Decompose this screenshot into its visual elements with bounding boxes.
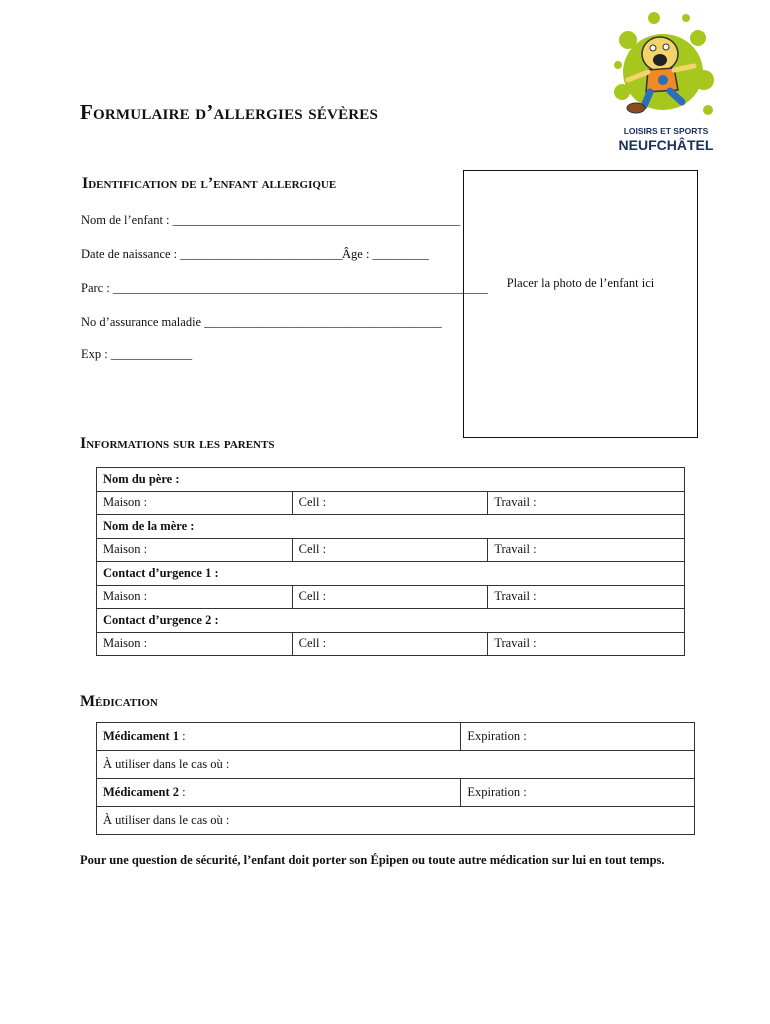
logo — [608, 10, 718, 160]
child-mascot-splash-logo-icon — [608, 10, 718, 160]
table-row — [97, 538, 685, 562]
father-work-cell[interactable]: Travail : — [488, 491, 685, 515]
table-row — [97, 751, 695, 779]
emergency-1-home-cell[interactable]: Maison : — [97, 585, 293, 609]
medication-heading: Médication — [80, 693, 158, 710]
medication-1-label: Médicament 1 — [103, 729, 180, 743]
table-row — [97, 609, 685, 633]
child-name-field[interactable]: Nom de l’enfant : ______________________________________________ — [81, 213, 461, 227]
park-field[interactable]: Parc : ____________________________________________________________ — [81, 281, 488, 295]
table-row — [97, 807, 695, 835]
medication-1-suffix: : — [179, 729, 186, 743]
emergency-2-cell-cell[interactable]: Cell : — [292, 632, 488, 656]
table-row — [97, 632, 685, 656]
table-row — [97, 515, 685, 539]
medication-2-usage-cell[interactable]: À utiliser dans le cas où : — [97, 807, 695, 835]
medication-2-name-cell[interactable] — [97, 779, 461, 807]
emergency-1-cell-cell[interactable]: Cell : — [292, 585, 488, 609]
identification-heading: Identification de l’enfant allergique — [82, 175, 337, 192]
emergency-2-home-cell[interactable]: Maison : — [97, 632, 293, 656]
medication-1-usage-cell[interactable]: À utiliser dans le cas où : — [97, 751, 695, 779]
emergency-1-work-cell[interactable]: Travail : — [488, 585, 685, 609]
emergency-2-work-cell[interactable]: Travail : — [488, 632, 685, 656]
health-insurance-field[interactable]: No d’assurance maladie ______________________________________ — [81, 315, 442, 329]
medication-2-suffix: : — [179, 785, 186, 799]
father-home-cell[interactable]: Maison : — [97, 491, 293, 515]
table-row — [97, 723, 695, 751]
table-row — [97, 562, 685, 586]
mother-cell-cell[interactable]: Cell : — [292, 538, 488, 562]
safety-note: Pour une question de sécurité, l’enfant doit porter son Épipen ou toute autre médication sur lui en tout temps. — [80, 853, 665, 867]
page-title: Formulaire d’allergies sévères — [80, 100, 379, 124]
emergency-contact-1-cell[interactable]: Contact d’urgence 1 : — [97, 562, 685, 586]
table-row — [97, 779, 695, 807]
birth-date-field[interactable]: Date de naissance : __________________________ — [81, 247, 343, 261]
parents-heading: Informations sur les parents — [80, 435, 275, 452]
medication-table — [96, 722, 695, 835]
expiration-field[interactable]: Exp : _____________ — [81, 347, 193, 361]
father-cell-cell[interactable]: Cell : — [292, 491, 488, 515]
table-row — [97, 468, 685, 492]
logo-line2: NEUFCHÂTEL — [618, 137, 714, 153]
parents-table — [96, 467, 685, 656]
mother-name-cell[interactable]: Nom de la mère : — [97, 515, 685, 539]
medication-1-expiration-cell[interactable]: Expiration : — [461, 723, 695, 751]
mother-home-cell[interactable]: Maison : — [97, 538, 293, 562]
table-row — [97, 585, 685, 609]
logo-line1: LOISIRS ET SPORTS — [623, 126, 709, 136]
father-name-cell[interactable]: Nom du père : — [97, 468, 685, 492]
emergency-contact-2-cell[interactable]: Contact d’urgence 2 : — [97, 609, 685, 633]
mother-work-cell[interactable]: Travail : — [488, 538, 685, 562]
medication-2-label: Médicament 2 — [103, 785, 180, 799]
medication-1-name-cell[interactable] — [97, 723, 461, 751]
photo-box[interactable] — [463, 170, 698, 438]
table-row — [97, 491, 685, 515]
age-field[interactable]: Âge : _________ — [342, 247, 429, 261]
medication-2-expiration-cell[interactable]: Expiration : — [461, 779, 695, 807]
photo-placeholder-label: Placer la photo de l’enfant ici — [506, 276, 655, 290]
